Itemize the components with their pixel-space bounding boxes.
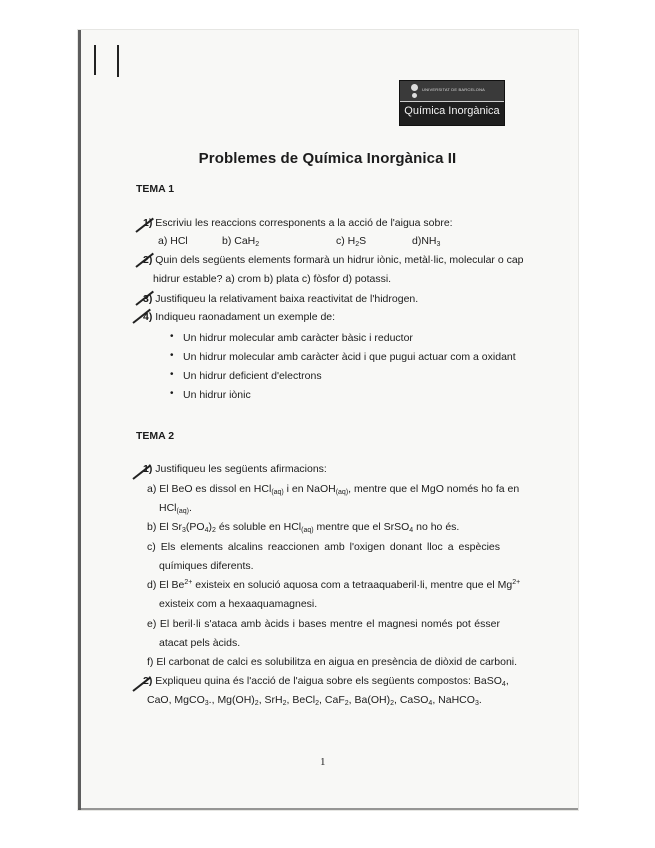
compound-formula: $Mg(OH)_2$, (217, 694, 265, 707)
department-logo (399, 80, 505, 126)
statement-a: a) El BeO es dissol en HCl$_{(aq)}$ i en NaOH$_{(aq)}$, mentre que el MgO només ho fa en (147, 483, 520, 496)
statement-c: c) Els elements alcalins reaccionen amb l'oxigen donant lloc a espècies (147, 541, 500, 553)
statement-c-cont: químiques diferents. (159, 560, 254, 572)
compound-formula: NaHCO$_3$. (438, 694, 482, 707)
question-1-4-item: Un hidrur molecular amb caràcter àcid i que pugui actuar com a oxidant (183, 351, 516, 363)
statement-e-cont: atacat pels àcids. (159, 637, 241, 649)
question-1-1-option-a: a) HCl (158, 235, 188, 247)
question-1-4-item: Un hidrur deficient d'electrons (183, 370, 322, 382)
compound-formula: CaO, MgCO$_3$., (147, 694, 218, 707)
university-seal-icon (411, 84, 418, 91)
logo-university-name: UNIVERSITAT DE BARCELONA (422, 87, 486, 92)
question-1-4-item: Un hidrur iònic (183, 389, 251, 401)
statement-f: f) El carbonat de calci es solubilitza en aigua en presència de diòxid de carboni. (147, 656, 518, 668)
question-1-4: 4) Indiqueu raonadament un exemple de: (143, 311, 336, 323)
question-2-1: 1) Justifiqueu les següents afirmacions: (143, 463, 327, 475)
logo-title: Química Inorgànica (404, 105, 500, 117)
compound-formula: BeCl$_2$, (292, 694, 325, 707)
question-1-2-cont: hidrur estable? a) crom b) plata c) fòsfor d) potassi. (153, 273, 392, 285)
bullet-icon: • (170, 331, 174, 342)
statement-d: d) El $Be^{2+}$ existeix en solució aquosa com a tetraaquaberil·li, mentre que el $Mg^{2+}$ (147, 579, 521, 591)
margin-mark (117, 45, 119, 77)
question-1-1: 1) Escriviu les reaccions corresponents a la acció de l'aigua sobre: (143, 217, 453, 229)
university-seal-icon (412, 93, 417, 98)
question-1-3: 3) Justifiqueu la relativament baixa reactivitat de l'hidrogen. (143, 293, 419, 305)
question-2-2-compounds (147, 693, 482, 707)
statement-d-cont: existeix com a hexaaquamagnesi. (159, 598, 318, 610)
question-1-4-item: Un hidrur molecular amb caràcter bàsic i reductor (183, 332, 413, 344)
page-number: 1 (320, 756, 326, 768)
compound-formula: SrH$_2$, (264, 694, 293, 707)
question-1-1-option-c: c) $H_2S$ (336, 235, 367, 248)
question-1-1-option-b: b) CaH$_2$ (222, 235, 260, 248)
compound-formula: CaF$_2$, (324, 694, 355, 707)
margin-mark (94, 45, 96, 75)
document-title: Problemes de Química Inorgànica II (198, 150, 457, 167)
compound-formula: CaSO$_4$, (399, 694, 439, 707)
statement-b: b) El $Sr_3(PO_4)_2$ és soluble en HCl$_{(aq)}$ mentre que el SrSO$_4$ no ho és. (147, 521, 460, 534)
compound-formula: $Ba(OH)_2$, (354, 694, 400, 707)
bullet-icon: • (170, 350, 174, 361)
bullet-icon: • (170, 369, 174, 380)
statement-a-cont: HCl$_{(aq)}$. (159, 502, 192, 515)
question-1-2: 2) Quin dels següents elements formarà un hidrur iònic, metàl·lic, molecular o cap (143, 254, 524, 266)
statement-e: e) El beril·li s'ataca amb àcids i bases mentre el magnesi només pot ésser (147, 618, 500, 630)
bullet-icon: • (170, 388, 174, 399)
question-2-2: 2) Expliqueu quina és l'acció de l'aigua sobre els següents compostos: BaSO$_4$, (143, 675, 509, 688)
section-heading: TEMA 2 (136, 430, 175, 442)
section-heading: TEMA 1 (136, 183, 175, 195)
question-1-1-option-d: $d)NH_3$ (412, 235, 441, 248)
